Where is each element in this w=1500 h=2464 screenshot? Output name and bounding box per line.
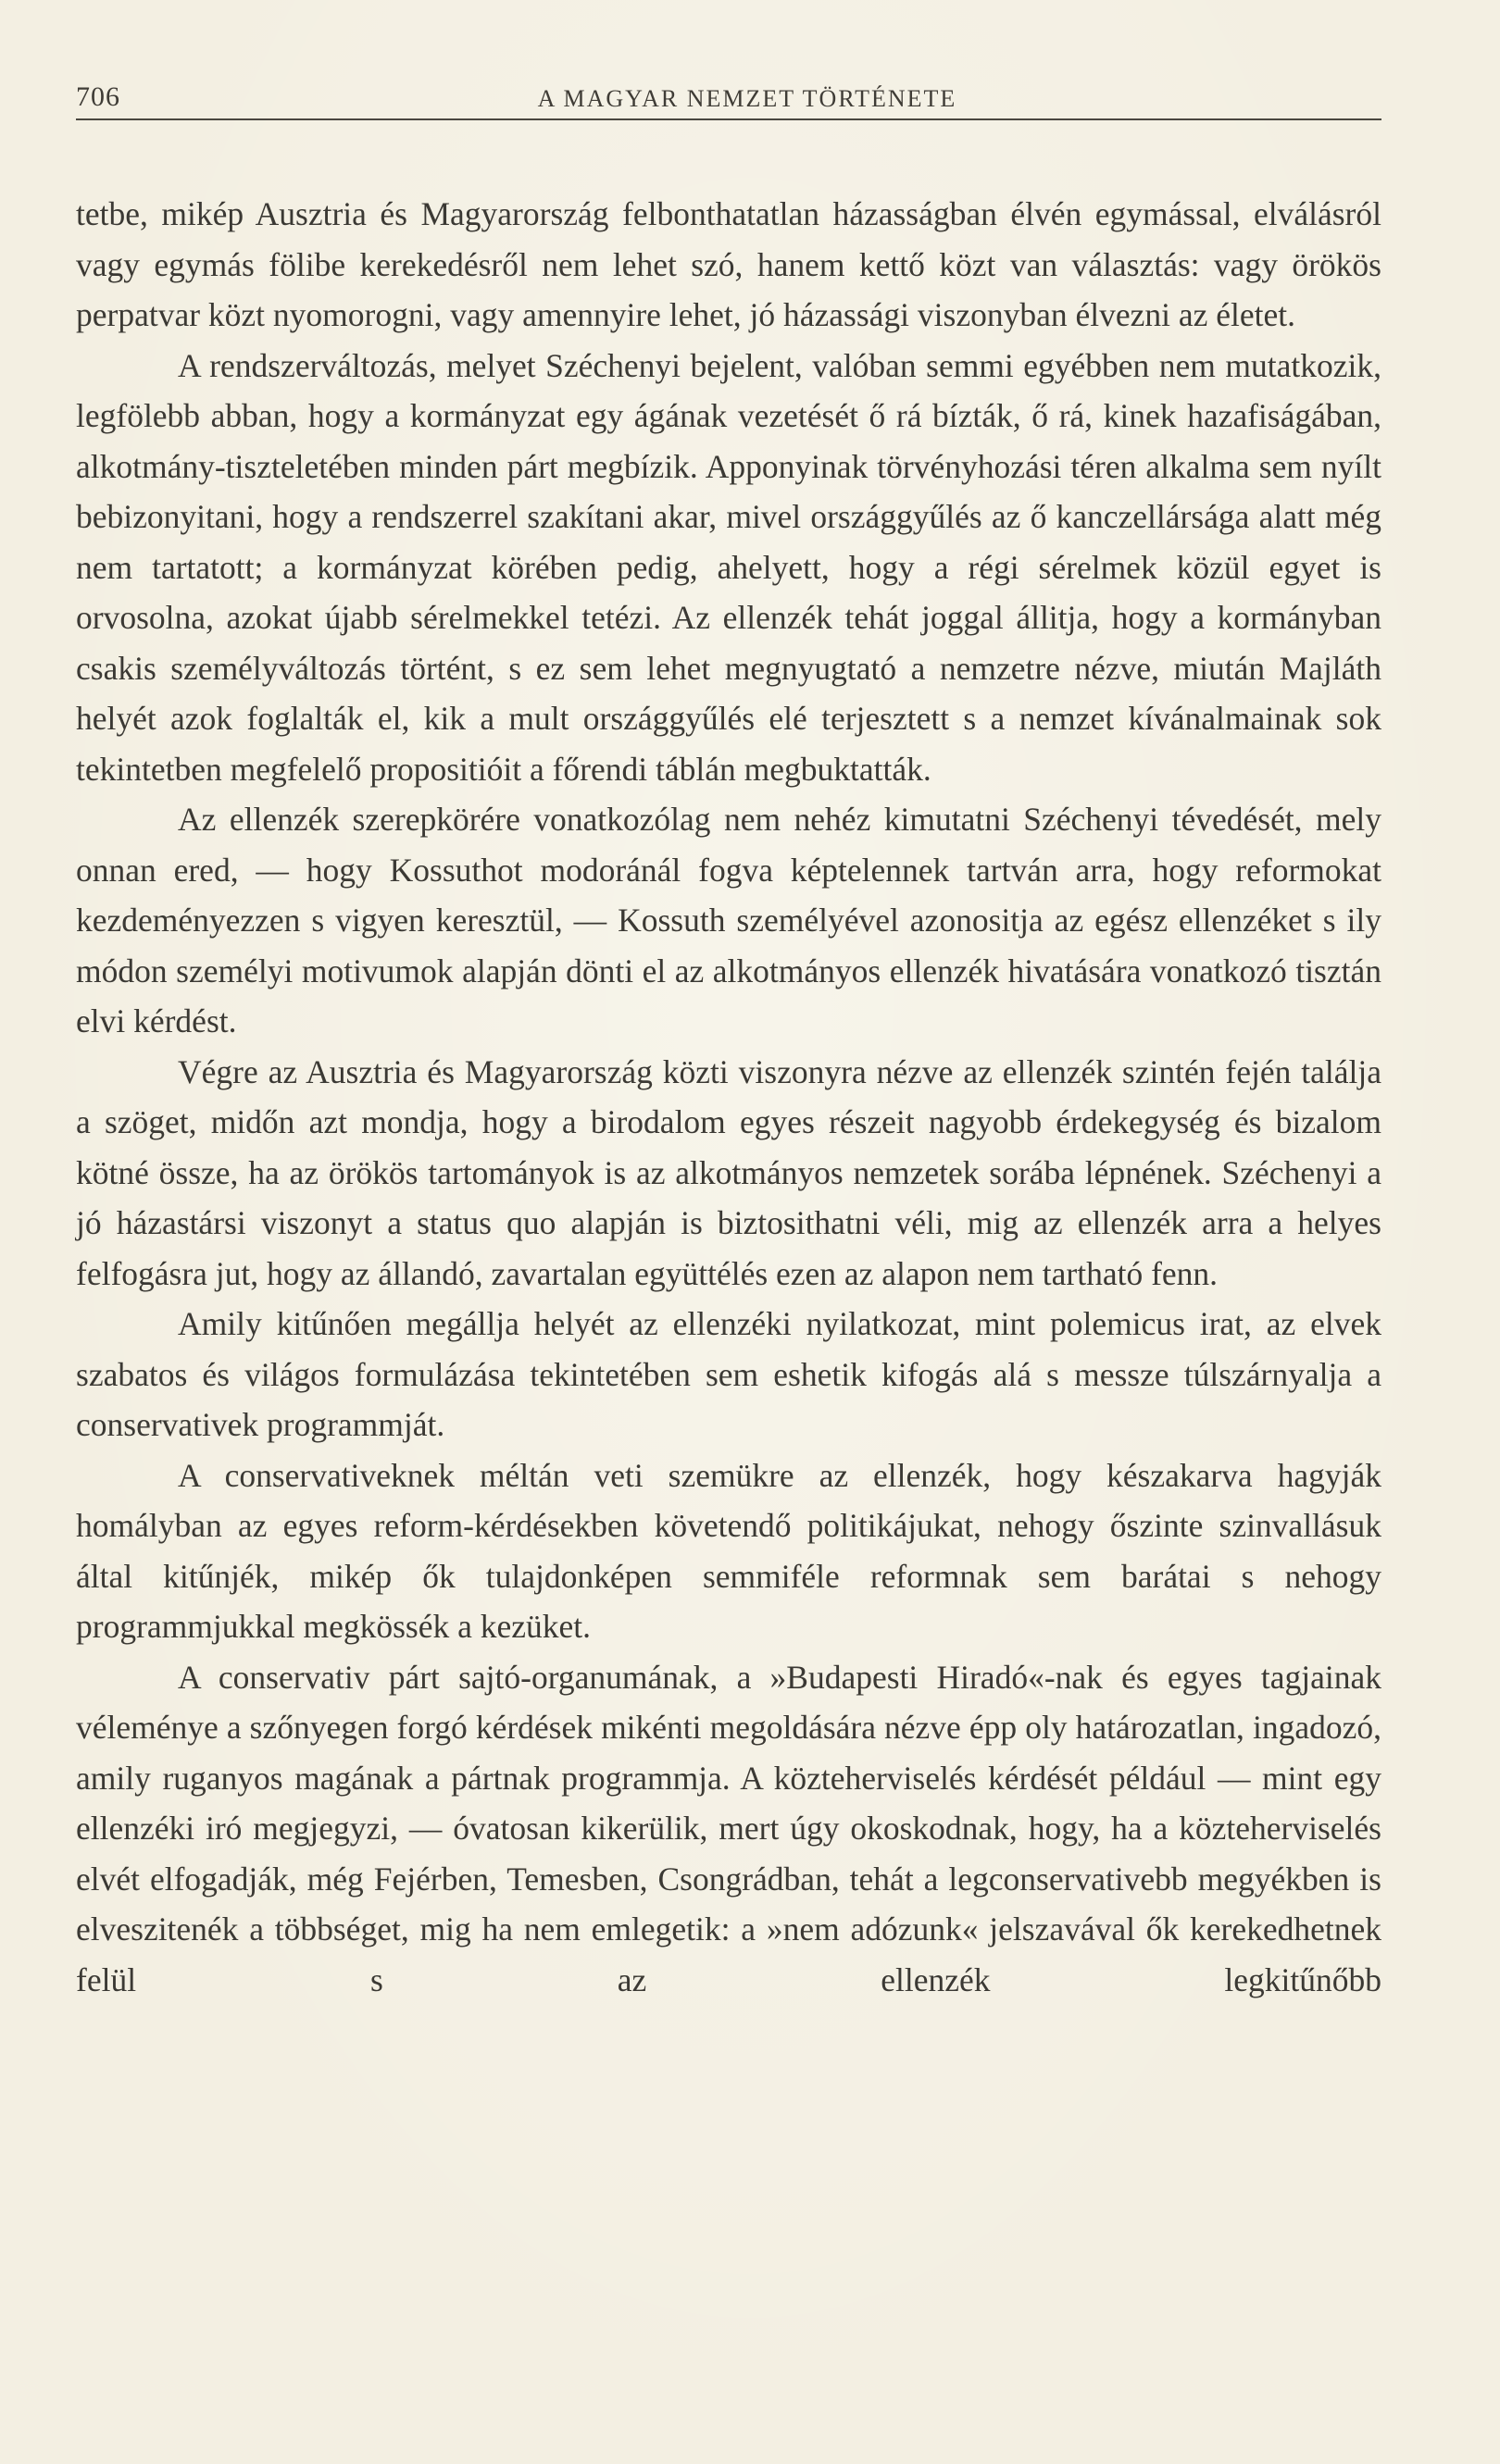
running-title: A MAGYAR NEMZET TÖRTÉNETE xyxy=(537,85,957,112)
paragraph: A conservativeknek méltán veti szemükre az ellenzék, hogy készakarva hagyják homályban az egyes reform-kérdésekben követendő politikájukat, nehogy őszinte szinvallásuk által kitűnjék, mikép ők tulajdonképen semmiféle reformnak sem barátai s nehogy programmjukkal megkössék a kezüket. xyxy=(76,1456,1381,1645)
running-head xyxy=(76,78,1381,120)
page-number: 706 xyxy=(76,81,120,112)
paragraph: A rendszerváltozás, melyet Széchenyi bejelent, valóban semmi egyébben nem mutatkozik, legfölebb abban, hogy a kormányzat egy ágának vezetését ő rá bízták, ő rá, kinek hazafiságában, alkotmány-tiszteletében minden párt megbízik. Apponyinak törvényhozási téren alkalma sem nyílt bebizonyitani, hogy a rendszerrel szakítani akar, mivel országgyűlés az ő kanczellársága alatt még nem tartatott; a kormányzat körében pedig, ahelyett, hogy a régi sérelmek közül egyet is orvosolna, azokat újabb sérelmekkel tetézi. Az ellenzék tehát joggal állitja, hogy a kormányban csakis személyváltozás történt, s ez sem lehet megnyugtató a nemzetre nézve, miután Majláth helyét azok foglalták el, kik a mult országgyűlés elé terjesztett s a nemzet kívánalmainak sok tekintetben megfelelő propositióit a főrendi táblán megbuktatták. xyxy=(76,346,1381,788)
body-text xyxy=(76,189,1381,2005)
paragraph: Az ellenzék szerepkörére vonatkozólag nem nehéz kimutatni Széchenyi tévedését, mely onnan ered, — hogy Kossuthot modoránál fogva képtelennek tartván arra, hogy reformokat kezdeményezzen s vigyen keresztül, — Kossuth személyével azonositja az egész ellenzéket s ily módon személyi motivumok alapján dönti el az alkotmányos ellenzék hivatására vonatkozó tisztán elvi kérdést. xyxy=(76,801,1381,1039)
paragraph: tetbe, mikép Ausztria és Magyarország felbonthatatlan házasságban élvén egymással, elválásról vagy egymás fölibe kerekedésről nem lehet szó, hanem kettő közt van választás: vagy örökös perpatvar közt nyomorogni, vagy amennyire lehet, jó házassági viszonyban élvezni az életet. xyxy=(76,195,1381,333)
paragraph: A conservativ párt sajtó-organumának, a »Budapesti Hiradó«-nak és egyes tagjainak véleménye a szőnyegen forgó kérdések mikénti megoldására nézve épp oly határozatlan, ingadozó, amily ruganyos magának a pártnak programmja. A közteherviselés kérdését például — mint egy ellenzéki iró megjegyzi, — óvatosan kikerülik, mert úgy okoskodnak, hogy, ha a közteherviselés elvét elfogadják, még Fejérben, Temesben, Csongrádban, tehát a legconservativebb megyékben is elveszitenék a többséget, mig ha nem emlegetik: a »nem adózunk« jelszavával ők kerekedhetnek felül s az ellenzék legkitűnőbb xyxy=(76,1658,1381,1998)
paragraph: Amily kitűnően megállja helyét az ellenzéki nyilatkozat, mint polemicus irat, az elvek szabatos és világos formulázása tekintetében sem eshetik kifogás alá s messze túlszárnyalja a conservativek programmját. xyxy=(76,1305,1381,1443)
paragraph: Végre az Ausztria és Magyarország közti viszonyra nézve az ellenzék szintén fején találja a szöget, midőn azt mondja, hogy a birodalom egyes részeit nagyobb érdekegység és bizalom kötné össze, ha az örökös tartományok is az alkotmányos nemzetek sorába lépnének. Széchenyi a jó házastársi viszonyt a status quo alapján is biztosithatni véli, mig az ellenzék arra a helyes felfogásra jut, hogy az állandó, zavartalan együttélés ezen az alapon nem tartható fenn. xyxy=(76,1052,1381,1292)
